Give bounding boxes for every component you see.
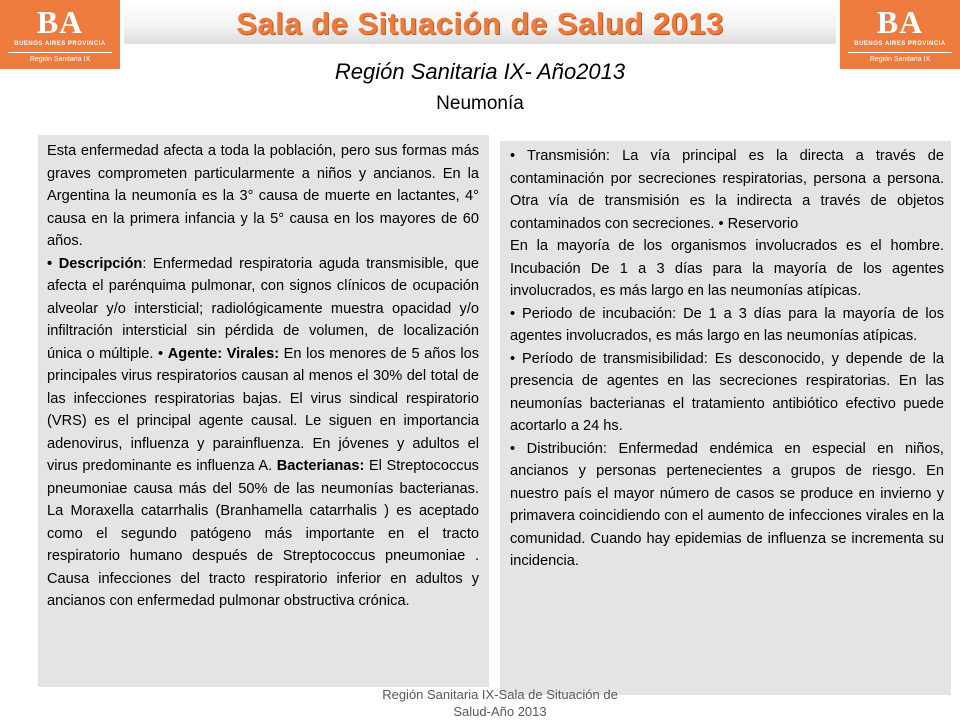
- transmision-paragraph: • Transmisión: La vía principal es la directa a través de contaminación por secreciones respiratorias, persona a persona. Otra vía de transmisión es la indirecta a través de objetos contaminados con secreciones. • Reservorio: [510, 148, 944, 232]
- logo-province-text: BUENOS AIRES PROVINCIA: [854, 41, 946, 47]
- descripcion-label: Descripción: [58, 255, 143, 272]
- page-title: Sala de Situación de Salud 2013: [236, 6, 724, 41]
- logo-region-text: Región Sanitaria IX: [869, 56, 931, 63]
- distribucion-paragraph: • Distribución: Enfermedad endémica en especial en niños, ancianos y personas pertenecientes a grupos de riesgo. En nuestro país el mayor número de casos se produce en invierno y primavera coincidiendo con el aumento de infecciones virales en la comunidad. Cuando hay epidemias de influenza se incrementa su incidencia.: [510, 440, 944, 569]
- footer: [360, 686, 640, 720]
- description-paragraph: [47, 253, 479, 613]
- title-banner: [124, 2, 836, 44]
- section-title: Neumonía: [436, 93, 524, 114]
- footer-line-1: Región Sanitaria IX-Sala de Situación de: [382, 687, 618, 702]
- virales-text: En los menores de 5 años los principales virus respiratorios causan al menos el 30% del total de las infecciones respiratorias bajas. El virus sindical respiratorio (VRS) es el principal agente causal. Le siguen en importancia adenovirus, influenza y parainfluenza. En jóvenes y adultos el virus predominante es influenza A.: [47, 345, 480, 474]
- logo-divider: [8, 52, 112, 53]
- intro-paragraph: Esta enfermedad afecta a toda la población, pero sus formas más graves comprometen particularmente a niños y ancianos. En la Argentina la neumonía es la 3° causa de muerte en lactantes, 4° causa en la primera infancia y la 5° causa en los mayores de 60 años.: [47, 143, 479, 249]
- right-text-box: [500, 141, 951, 695]
- incubacion-paragraph: • Periodo de incubación: De 1 a 3 días para la mayoría de los agentes involucrados, es más largo en las neumonías atípicas.: [510, 305, 944, 344]
- logo-region-text: Región Sanitaria IX: [29, 56, 91, 63]
- logo-ba-text: BA: [876, 4, 924, 40]
- region-subtitle: Región Sanitaria IX- Año2013: [334, 59, 626, 84]
- left-text-box: [38, 135, 489, 687]
- descripcion-text: : Enfermedad respiratoria aguda transmisible, que afecta el parénquima pulmonar, con signos clínicos de ocupación alveolar y/o intersticial; radiológicamente muestra opacidad y/o infiltración intersticial sin pérdida de volumen, de localización única o múltiple. •: [47, 255, 479, 362]
- logo-province-text: BUENOS AIRES PROVINCIA: [14, 41, 106, 47]
- bullet-glyph: •: [47, 255, 53, 272]
- footer-line-2: Salud-Año 2013: [453, 704, 547, 719]
- bacterianas-text: El Streptococcus pneumoniae causa más del 50% de las neumonías bacterianas. La Moraxella catarrhalis (Branhamella catarrhalis ) es aceptado como el segundo patógeno más importante en el tracto respiratorio humano después de Streptococcus pneumoniae . Causa infecciones del tracto respiratorio inferior en adultos y ancianos con enfermedad pulmonar obstructiva crónica.: [47, 458, 479, 609]
- logo-divider: [848, 52, 952, 53]
- transmisibilidad-paragraph: • Período de transmisibilidad: Es desconocido, y depende de la presencia de agentes en las secreciones respiratorias. En las neumonías bacterianas el tratamiento antibiótico efectivo puede acortarlo a 24 hs.: [510, 350, 944, 434]
- bacterianas-label: Bacterianas:: [276, 458, 365, 474]
- virales-label: Agente: Virales:: [167, 345, 280, 362]
- logo-ba-text: BA: [36, 4, 84, 40]
- reservorio-paragraph: En la mayoría de los organismos involucrados es el hombre. Incubación De 1 a 3 días para la mayoría de los agentes involucrados, es más largo en las neumonías atípicas.: [510, 238, 944, 299]
